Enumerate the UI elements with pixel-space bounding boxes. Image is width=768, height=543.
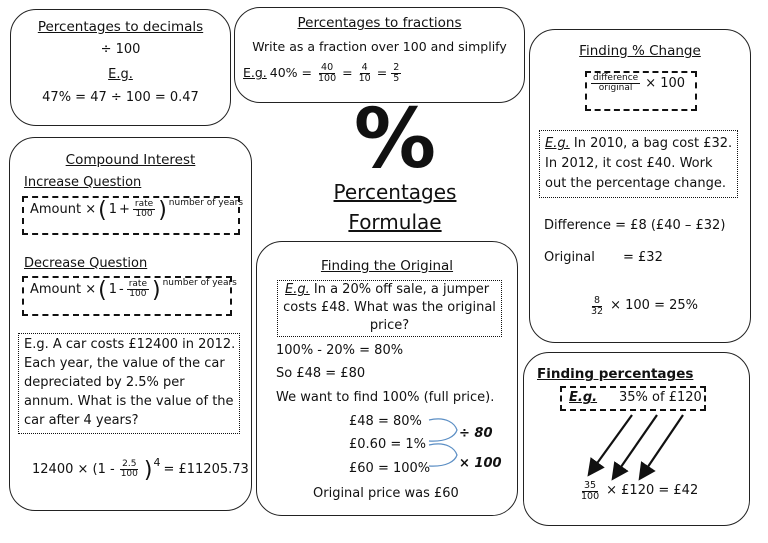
findpct-eg-label: E.g. <box>569 390 598 405</box>
decimals-card <box>10 9 231 126</box>
original-arrow-label1: ÷ 80 <box>459 426 493 441</box>
compound-result: 12400 × (1 - 2.5 100 ) 4 = £11205.73 <box>32 455 249 483</box>
change-title: Finding % Change <box>579 43 701 59</box>
percent-symbol: % <box>353 92 437 187</box>
compound-title: Compound Interest <box>65 152 196 168</box>
original-line2: So £48 = £80 <box>276 366 366 381</box>
increase-title: Increase Question <box>24 175 142 190</box>
change-numerator: difference <box>593 73 639 83</box>
original-step2: £0.60 = 1% <box>349 437 426 452</box>
fractions-title: Percentages to fractions <box>297 15 462 31</box>
change-mult: × 100 <box>645 75 686 91</box>
change-result: $\frac{8}{32}$ × 100 = 25% <box>591 295 698 317</box>
decimals-title: Percentages to decimals <box>37 19 204 35</box>
decimals-example: 47% = 47 ÷ 100 = 0.47 <box>42 90 199 105</box>
fractions-eg-start: 40% = <box>269 65 313 81</box>
findpct-result: $\frac{35}{100}$ × £120 = £42 <box>581 480 699 502</box>
findpct-eg-text: 35% of £120 <box>619 390 702 405</box>
change-original-value: = £32 <box>623 250 663 265</box>
change-difference: Difference = £8 (£40 – £32) <box>544 218 726 233</box>
original-step3: £60 = 100% <box>349 461 431 476</box>
original-line3: We want to find 100% (full price). <box>276 390 495 405</box>
decimals-eg-label: E.g. <box>108 67 133 82</box>
original-arrow-label2: × 100 <box>459 456 502 471</box>
fraction-4-10: $\frac{4}{10}$ <box>358 62 371 84</box>
change-denominator: original <box>598 83 633 94</box>
original-eg-label: E.g. <box>285 282 310 297</box>
compound-interest-card: Compound Interest Increase Question Amount × ( 1 + rate 100 ) number of years Decrease Question Amount × ( 1 - rate 100 ) number of years E.g. A car costs £12400 in 2012. Each year, the value of the car depreciated by 2.5% per annum. What is the value of the car after 4 years? 12400 × (1 - 2.5 100 ) 4 = £11205.73 <box>9 137 252 511</box>
decrease-title: Decrease Question <box>24 256 148 271</box>
decrease-formula: Amount × ( 1 - rate 100 ) number of years <box>30 277 237 303</box>
page-title-line1: Percentages <box>333 180 457 204</box>
original-final: Original price was £60 <box>313 486 459 501</box>
change-eg-label: E.g. <box>545 136 570 151</box>
finding-percentages-card <box>523 352 750 526</box>
fraction-40-100: $\frac{40}{100}$ <box>318 62 337 84</box>
fractions-eg-label: E.g. <box>243 65 267 81</box>
percent-change-card: Finding % Change difference original × 100 E.g. In 2010, a bag cost £32. In 2012, it cost £40. Work out the percentage change. Difference = £8 (£40 – £32) Original = £32 $\frac{8}{32}$ × 100 = 25% <box>529 29 751 343</box>
decimals-rule: ÷ 100 <box>100 42 141 57</box>
findpct-title: Finding percentages <box>537 366 694 382</box>
finding-original-card: Finding the Original E.g. In a 20% off sale, a jumper costs £48. What was the original price? 100% - 20% = 80% So £48 = £80 We want to find 100% (full price). £48 = 80% £0.60 = 1% £60 = 100% ÷ 80 × 100 Original price was £60 <box>256 241 518 516</box>
original-line1: 100% - 20% = 80% <box>276 343 404 358</box>
findpct-arrows <box>584 411 694 483</box>
fractions-rule: Write as a fraction over 100 and simplify <box>252 39 507 54</box>
original-step1: £48 = 80% <box>349 414 422 429</box>
increase-formula: Amount × ( 1 + rate 100 ) number of years <box>30 197 244 223</box>
page-title-line2: Formulae <box>348 210 442 234</box>
change-original-label: Original <box>544 250 595 265</box>
fractions-card <box>234 7 525 103</box>
original-title: Finding the Original <box>320 258 454 274</box>
fractions-example: E.g. 40% = $\frac{40}{100}$ = $\frac{4}{10}$ = $\frac{2}{5}$ <box>243 62 400 84</box>
fraction-2-5: $\frac{2}{5}$ <box>393 62 400 84</box>
change-formula <box>590 74 685 94</box>
